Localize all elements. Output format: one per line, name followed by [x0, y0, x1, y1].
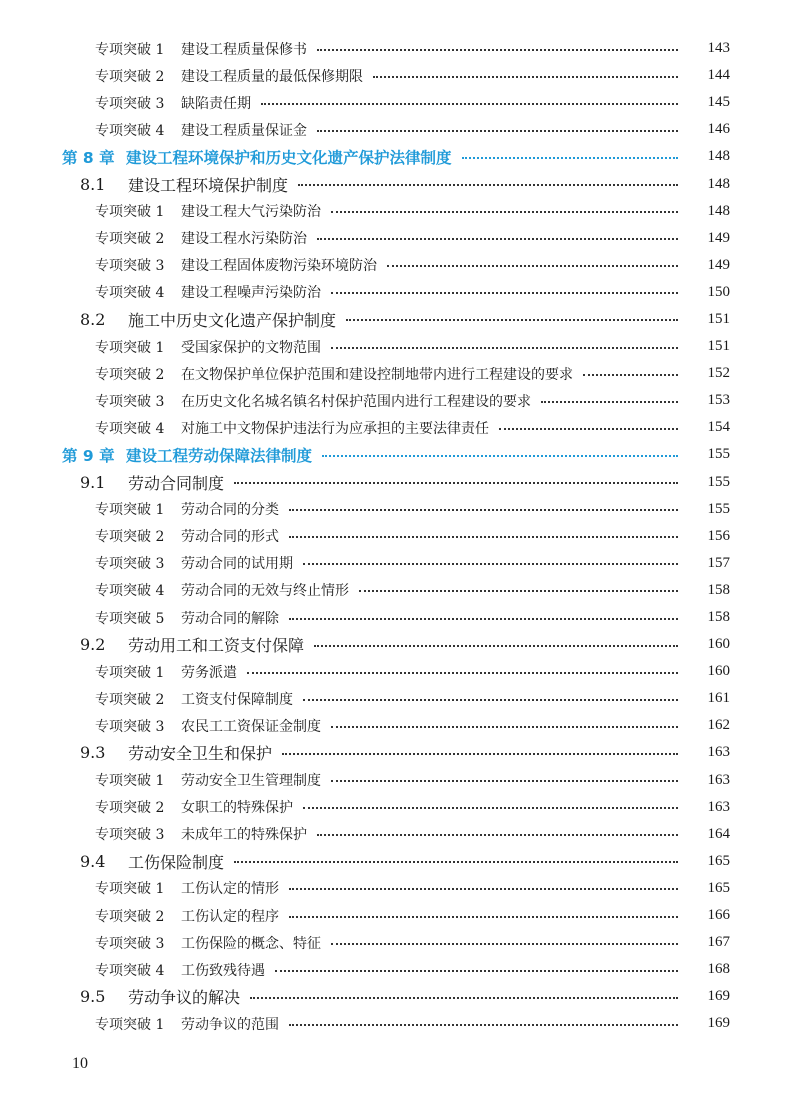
dot-leader	[303, 563, 678, 565]
toc-entry-title: 劳动安全卫生管理制度	[181, 773, 321, 790]
toc-page-number: 164	[707, 825, 730, 842]
toc-page-number: 144	[707, 67, 730, 84]
dot-leader	[322, 455, 678, 457]
toc-entry-number: 第 8 章	[62, 148, 115, 167]
dot-leader	[331, 211, 678, 213]
toc-entry-title: 劳动用工和工资支付保障	[128, 636, 305, 656]
toc-page-number: 155	[707, 500, 730, 517]
toc-entry-title: 施工中历史文化遗产保护制度	[128, 310, 337, 330]
toc-item-row[interactable]	[0, 387, 790, 414]
toc-item-row[interactable]	[0, 523, 790, 550]
dot-leader	[317, 130, 678, 132]
toc-entry-title: 建设工程水污染防治	[181, 231, 307, 248]
toc-page-number: 158	[707, 609, 730, 626]
dot-leader	[289, 916, 678, 918]
toc-item-row[interactable]	[0, 956, 790, 983]
toc-entry-title: 建设工程固体废物污染环境防治	[181, 258, 377, 275]
toc-entry-title: 缺陷责任期	[181, 95, 251, 112]
toc-section-row[interactable]	[0, 739, 790, 766]
toc-item-row[interactable]	[0, 198, 790, 225]
toc-entry-title: 建设工程环境保护和历史文化遗产保护法律制度	[126, 148, 452, 167]
toc-page-number: 162	[707, 717, 730, 734]
toc-page-number: 167	[707, 934, 730, 951]
toc-entry-number: 专项突破 2	[95, 366, 165, 383]
toc-entry-number: 专项突破 4	[95, 962, 165, 979]
toc-section-row[interactable]	[0, 631, 790, 658]
dot-leader	[250, 997, 678, 999]
dot-leader	[234, 482, 678, 484]
toc-page-number: 163	[707, 744, 730, 761]
toc-entry-number: 专项突破 1	[95, 773, 165, 790]
table-of-contents	[0, 35, 790, 1037]
dot-leader	[289, 618, 678, 620]
toc-item-row[interactable]	[0, 279, 790, 306]
toc-item-row[interactable]	[0, 577, 790, 604]
toc-item-row[interactable]	[0, 1010, 790, 1037]
toc-entry-number: 专项突破 5	[95, 610, 165, 627]
toc-page-number: 156	[707, 527, 730, 544]
toc-page-number: 148	[707, 148, 730, 165]
toc-entry-title: 在历史文化名城名镇名村保护范围内进行工程建设的要求	[181, 393, 531, 410]
toc-entry-title: 建设工程劳动保障法律制度	[126, 446, 313, 465]
toc-entry-number: 专项突破 2	[95, 691, 165, 708]
toc-entry-number: 专项突破 3	[95, 258, 165, 275]
toc-entry-title: 未成年工的特殊保护	[181, 827, 307, 844]
toc-item-row[interactable]	[0, 902, 790, 929]
toc-entry-number: 专项突破 3	[95, 935, 165, 952]
toc-entry-title: 建设工程噪声污染防治	[181, 285, 321, 302]
toc-entry-title: 劳动合同的试用期	[181, 556, 293, 573]
toc-entry-title: 工伤致残待遇	[181, 962, 265, 979]
toc-item-row[interactable]	[0, 414, 790, 441]
dot-leader	[331, 780, 678, 782]
toc-chapter-row[interactable]	[0, 143, 790, 170]
toc-entry-title: 工伤认定的情形	[181, 881, 279, 898]
toc-entry-number: 专项突破 3	[95, 827, 165, 844]
toc-entry-title: 劳动合同的解除	[181, 610, 279, 627]
toc-item-row[interactable]	[0, 550, 790, 577]
dot-leader	[541, 401, 678, 403]
toc-entry-title: 在文物保护单位保护范围和建设控制地带内进行工程建设的要求	[181, 366, 573, 383]
toc-entry-number: 专项突破 1	[95, 41, 165, 58]
dot-leader	[289, 509, 678, 511]
toc-entry-title: 建设工程环境保护制度	[128, 175, 289, 195]
toc-item-row[interactable]	[0, 821, 790, 848]
dot-leader	[275, 970, 678, 972]
toc-entry-number: 专项突破 2	[95, 529, 165, 546]
dot-leader	[387, 265, 678, 267]
toc-page-number: 145	[707, 94, 730, 111]
toc-entry-title: 劳动安全卫生和保护	[128, 744, 273, 764]
toc-page-number: 149	[707, 229, 730, 246]
toc-item-row[interactable]	[0, 116, 790, 143]
toc-entry-title: 劳动争议的范围	[181, 1016, 279, 1033]
toc-entry-title: 劳务派遣	[181, 664, 237, 681]
toc-entry-number: 专项突破 3	[95, 718, 165, 735]
toc-page-number: 169	[707, 1015, 730, 1032]
toc-entry-number: 专项突破 2	[95, 68, 165, 85]
toc-section-row[interactable]	[0, 983, 790, 1010]
toc-item-row[interactable]	[0, 89, 790, 116]
toc-page-number: 165	[707, 879, 730, 896]
toc-page-number: 166	[707, 907, 730, 924]
toc-item-row[interactable]	[0, 225, 790, 252]
toc-item-row[interactable]	[0, 35, 790, 62]
dot-leader	[314, 645, 678, 647]
toc-page-number: 151	[707, 310, 730, 327]
toc-entry-number: 专项突破 1	[95, 881, 165, 898]
toc-entry-number: 专项突破 4	[95, 285, 165, 302]
toc-item-row[interactable]	[0, 604, 790, 631]
dot-leader	[234, 861, 678, 863]
dot-leader	[359, 590, 678, 592]
toc-entry-title: 劳动合同的分类	[181, 502, 279, 519]
dot-leader	[289, 1024, 678, 1026]
dot-leader	[331, 292, 678, 294]
dot-leader	[346, 319, 678, 321]
toc-entry-number: 专项突破 3	[95, 556, 165, 573]
toc-page-number: 148	[707, 175, 730, 192]
toc-page-number: 152	[707, 365, 730, 382]
toc-entry-title: 劳动争议的解决	[128, 988, 241, 1008]
dot-leader	[303, 699, 678, 701]
toc-entry-number: 专项突破 1	[95, 204, 165, 221]
toc-page-number: 158	[707, 581, 730, 598]
toc-entry-title: 劳动合同制度	[128, 473, 225, 493]
toc-page-number: 165	[707, 852, 730, 869]
dot-leader	[317, 49, 678, 51]
dot-leader	[261, 103, 678, 105]
toc-entry-number: 9.1	[80, 472, 106, 492]
dot-leader	[298, 184, 678, 186]
toc-entry-title: 受国家保护的文物范围	[181, 339, 321, 356]
dot-leader	[462, 157, 678, 159]
toc-entry-number: 9.2	[80, 635, 106, 655]
toc-item-row[interactable]	[0, 794, 790, 821]
toc-entry-number: 专项突破 4	[95, 583, 165, 600]
toc-item-row[interactable]	[0, 62, 790, 89]
toc-entry-title: 建设工程质量的最低保修期限	[181, 68, 363, 85]
toc-page-number: 148	[707, 202, 730, 219]
toc-entry-number: 专项突破 3	[95, 393, 165, 410]
dot-leader	[331, 726, 678, 728]
dot-leader	[499, 428, 678, 430]
toc-entry-title: 农民工工资保证金制度	[181, 718, 321, 735]
toc-entry-title: 劳动合同的无效与终止情形	[181, 583, 349, 600]
toc-entry-title: 对施工中文物保护违法行为应承担的主要法律责任	[181, 420, 489, 437]
toc-item-row[interactable]	[0, 685, 790, 712]
dot-leader	[303, 807, 678, 809]
toc-page-number: 155	[707, 473, 730, 490]
toc-page-number: 143	[707, 40, 730, 57]
toc-entry-number: 专项突破 1	[95, 339, 165, 356]
toc-item-row[interactable]	[0, 496, 790, 523]
toc-entry-title: 工资支付保障制度	[181, 691, 293, 708]
toc-entry-number: 8.1	[80, 174, 106, 194]
toc-page-number: 153	[707, 392, 730, 409]
toc-entry-title: 建设工程质量保证金	[181, 122, 307, 139]
toc-entry-number: 专项突破 2	[95, 231, 165, 248]
toc-entry-number: 9.3	[80, 743, 106, 763]
toc-entry-number: 专项突破 4	[95, 122, 165, 139]
toc-item-row[interactable]	[0, 875, 790, 902]
dot-leader	[331, 943, 678, 945]
toc-item-row[interactable]	[0, 929, 790, 956]
page-folio: 10	[72, 1055, 88, 1072]
toc-entry-number: 专项突破 4	[95, 420, 165, 437]
toc-item-row[interactable]	[0, 658, 790, 685]
toc-entry-number: 9.5	[80, 987, 106, 1007]
toc-entry-title: 工伤保险的概念、特征	[181, 935, 321, 952]
toc-entry-number: 专项突破 1	[95, 1016, 165, 1033]
dot-leader	[282, 753, 678, 755]
toc-page-number: 163	[707, 771, 730, 788]
toc-chapter-row[interactable]	[0, 441, 790, 468]
toc-entry-title: 建设工程质量保修书	[181, 41, 307, 58]
toc-entry-number: 第 9 章	[62, 446, 115, 465]
toc-page-number: 161	[707, 690, 730, 707]
toc-item-row[interactable]	[0, 360, 790, 387]
toc-item-row[interactable]	[0, 252, 790, 279]
toc-page-number: 160	[707, 636, 730, 653]
toc-entry-number: 专项突破 3	[95, 95, 165, 112]
toc-section-row[interactable]	[0, 170, 790, 197]
toc-entry-number: 专项突破 1	[95, 664, 165, 681]
dot-leader	[331, 347, 678, 349]
toc-page-number: 146	[707, 121, 730, 138]
dot-leader	[289, 536, 678, 538]
toc-item-row[interactable]	[0, 767, 790, 794]
toc-page-number: 169	[707, 988, 730, 1005]
toc-entry-title: 建设工程大气污染防治	[181, 204, 321, 221]
toc-page-number: 151	[707, 338, 730, 355]
toc-page-number: 163	[707, 798, 730, 815]
toc-page-number: 160	[707, 663, 730, 680]
toc-entry-number: 专项突破 1	[95, 502, 165, 519]
toc-page-number: 150	[707, 283, 730, 300]
toc-section-row[interactable]	[0, 469, 790, 496]
toc-entry-title: 工伤认定的程序	[181, 908, 279, 925]
toc-item-row[interactable]	[0, 333, 790, 360]
dot-leader	[373, 76, 678, 78]
toc-page-number: 168	[707, 961, 730, 978]
dot-leader	[289, 888, 678, 890]
toc-section-row[interactable]	[0, 848, 790, 875]
toc-entry-number: 专项突破 2	[95, 908, 165, 925]
dot-leader	[317, 834, 678, 836]
toc-entry-number: 8.2	[80, 309, 106, 329]
toc-section-row[interactable]	[0, 306, 790, 333]
dot-leader	[247, 672, 678, 674]
dot-leader	[583, 374, 678, 376]
toc-entry-number: 专项突破 2	[95, 800, 165, 817]
toc-item-row[interactable]	[0, 712, 790, 739]
dot-leader	[317, 238, 678, 240]
toc-entry-title: 女职工的特殊保护	[181, 800, 293, 817]
toc-entry-title: 劳动合同的形式	[181, 529, 279, 546]
toc-entry-number: 9.4	[80, 851, 106, 871]
toc-page-number: 155	[707, 446, 730, 463]
toc-page-number: 149	[707, 256, 730, 273]
toc-page-number: 157	[707, 554, 730, 571]
toc-page-number: 154	[707, 419, 730, 436]
toc-entry-title: 工伤保险制度	[128, 852, 225, 872]
